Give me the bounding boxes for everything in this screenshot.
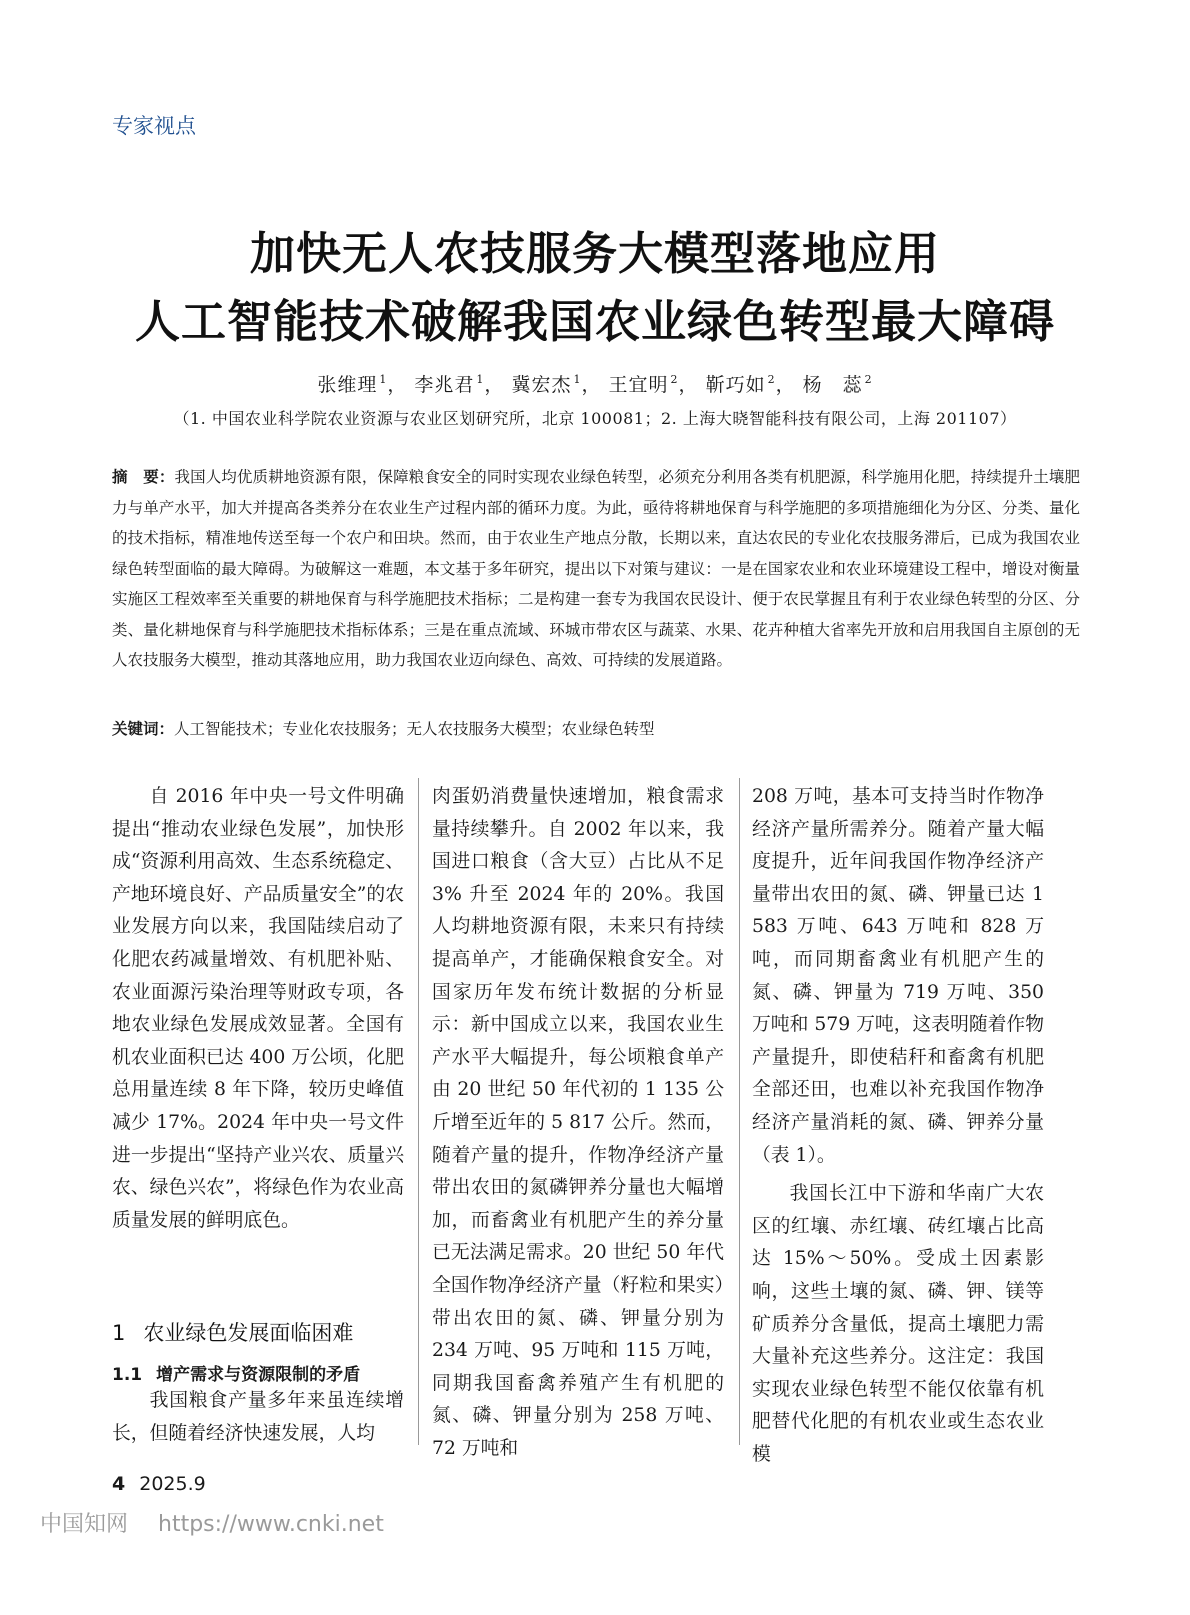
author-list: 张维理 $^1$， 李兆君 $^1$， 冀宏杰 $^1$， 王宜明 $^2$， 靳巧如 $^2$， 杨 蕊 $^2$ bbox=[317, 373, 873, 396]
author-name: 冀宏杰 bbox=[511, 374, 572, 396]
keywords-text: 人工智能技术；专业化农技服务；无人农技服务大模型；农业绿色转型 bbox=[174, 720, 655, 738]
body-column-3 bbox=[752, 781, 1044, 1471]
keywords-label: 关键词： bbox=[112, 720, 175, 738]
abstract bbox=[112, 462, 1080, 676]
keywords bbox=[112, 717, 1080, 739]
article-title-line1: 加快无人农技服务大模型落地应用 bbox=[249, 227, 940, 280]
author-affil-mark: 2 bbox=[670, 373, 679, 386]
article-title-line2: 人工智能技术破解我国农业绿色转型最大障碍 bbox=[134, 295, 1055, 348]
body-paragraph: 自 2016 年中央一号文件明确提出“推动农业绿色发展”，加快形成“资源利用高效、生态系统稳定、产地环境良好、产品质量安全”的农业发展方向以来，我国陆续启动了化肥农药减量增效、有机肥补贴、农业面源污染治理等财政专项，各地农业绿色发展成效显著。全国有机农业面积已达 400 万公顷，化肥总用量连续 8 年下降，较历史峰值减少 17%。2024 年中央一号文件进一步提出“坚持产业兴农、质量兴农、绿色兴农”，将绿色作为农业高质量发展的鲜明底色。 bbox=[112, 786, 404, 1231]
author-name: 杨 蕊 bbox=[802, 374, 863, 396]
author-affil-mark: 1 bbox=[476, 373, 485, 386]
watermark-url[interactable]: https://www.cnki.net bbox=[158, 1512, 384, 1537]
abstract-label: 摘 要： bbox=[112, 468, 175, 486]
body-paragraph: 我国长江中下游和华南广大农区的红壤、赤红壤、砖红壤占比高达 15%～50%。受成土因素影响，这些土壤的氮、磷、钾、镁等矿质养分含量低，提高土壤肥力需大量补充这些养分。这注定：我国实现农业绿色转型不能仅依靠有机肥替代化肥的有机农业或生态农业模 bbox=[752, 1183, 1044, 1465]
author-name: 张维理 bbox=[317, 374, 378, 396]
subsection-title: 增产需求与资源限制的矛盾 bbox=[156, 1365, 361, 1385]
body-paragraph: 我国粮食产量多年来虽连续增长，但随着经济快速发展，人均 bbox=[112, 1390, 404, 1444]
column-divider bbox=[418, 778, 419, 1445]
page-number: 4 bbox=[112, 1473, 126, 1495]
body-column-1 bbox=[112, 781, 404, 1237]
body-column-1-continued bbox=[112, 1385, 404, 1450]
body-paragraph: 208 万吨，基本可支持当时作物净经济产量所需养分。随着产量大幅度提升，近年间我国作物净经济产量带出农田的氮、磷、钾量已达 1 583 万吨、643 万吨和 828 万吨，而同期畜禽业有机肥产生的氮、磷、钾量为 719 万吨、350 万吨和 579 万吨，这表明随着作物产量提升，即使秸秆和畜禽有机肥全部还田，也难以补充我国作物净经济产量消耗的氮、磷、钾养分量（表 1）。 bbox=[752, 786, 1044, 1166]
author-name: 王宜明 bbox=[608, 374, 669, 396]
author-name: 李兆君 bbox=[414, 374, 475, 396]
affiliations: （1. 中国农业科学院农业资源与农业区划研究所，北京 100081；2. 上海大晓智能科技有限公司，上海 201107） bbox=[173, 409, 1017, 428]
author-affil-mark: 1 bbox=[573, 373, 582, 386]
section-title: 农业绿色发展面临困难 bbox=[143, 1321, 354, 1345]
author-affil-mark: 2 bbox=[767, 373, 776, 386]
section-tag: 专家视点 bbox=[112, 114, 196, 138]
subsection-heading bbox=[112, 1360, 360, 1385]
cnki-watermark bbox=[40, 1507, 384, 1538]
subsection-number: 1.1 bbox=[112, 1365, 143, 1385]
author-name: 靳巧如 bbox=[705, 374, 766, 396]
abstract-text: 我国人均优质耕地资源有限，保障粮食安全的同时实现农业绿色转型，必须充分利用各类有机肥源，科学施用化肥，持续提升土壤肥力与单产水平，加大并提高各类养分在农业生产过程内部的循环力度。为此，亟待将耕地保育与科学施肥的多项措施细化为分区、分类、量化的技术指标，精准地传送至每一个农户和田块。然而，由于农业生产地点分散，长期以来，直达农民的专业化农技服务滞后，已成为我国农业绿色转型面临的最大障碍。为破解这一难题，本文基于多年研究，提出以下对策与建议：一是在国家农业和农业环境建设工程中，增设对衡量实施区工程效率至关重要的耕地保育与科学施肥技术指标；二是构建一套专为我国农民设计、便于农民掌握且有利于农业绿色转型的分区、分类、量化耕地保育与科学施肥技术指标体系；三是在重点流域、环城市带农区与蔬菜、水果、花卉种植大省率先开放和启用我国自主原创的无人农技服务大模型，推动其落地应用，助力我国农业迈向绿色、高效、可持续的发展道路。 bbox=[112, 468, 1080, 669]
section-number: 1 bbox=[112, 1321, 126, 1345]
body-paragraph: 肉蛋奶消费量快速增加，粮食需求量持续攀升。自 2002 年以来，我国进口粮食（含大豆）占比从不足 3% 升至 2024 年的 20%。我国人均耕地资源有限，未来只有持续提高单产，才能确保粮食安全。对国家历年发布统计数据的分析显示：新中国成立以来，我国农业生产水平大幅提升，每公顷粮食单产由 20 世纪 50 年代初的 1 135 公斤增至近年的 5 817 公斤。然而，随着产量的提升，作物净经济产量带出农田的氮磷钾养分量也大幅增加，而畜禽业有机肥产生的养分量已无法满足需求。20 世纪 50 年代全国作物净经济产量（籽粒和果实）带出农田的氮、磷、钾量分别为 234 万吨、95 万吨和 115 万吨，同期我国畜禽养殖产生有机肥的氮、磷、钾量分别为 258 万吨、72 万吨和 bbox=[432, 786, 724, 1459]
author-affil-mark: 1 bbox=[379, 373, 388, 386]
author-affil-mark: 2 bbox=[864, 373, 873, 386]
body-column-2 bbox=[432, 781, 724, 1465]
page-footer bbox=[112, 1473, 206, 1495]
section-heading bbox=[112, 1317, 353, 1347]
watermark-brand: 中国知网 bbox=[40, 1512, 129, 1537]
column-divider bbox=[739, 778, 740, 1445]
issue-label: 2025.9 bbox=[139, 1473, 206, 1495]
